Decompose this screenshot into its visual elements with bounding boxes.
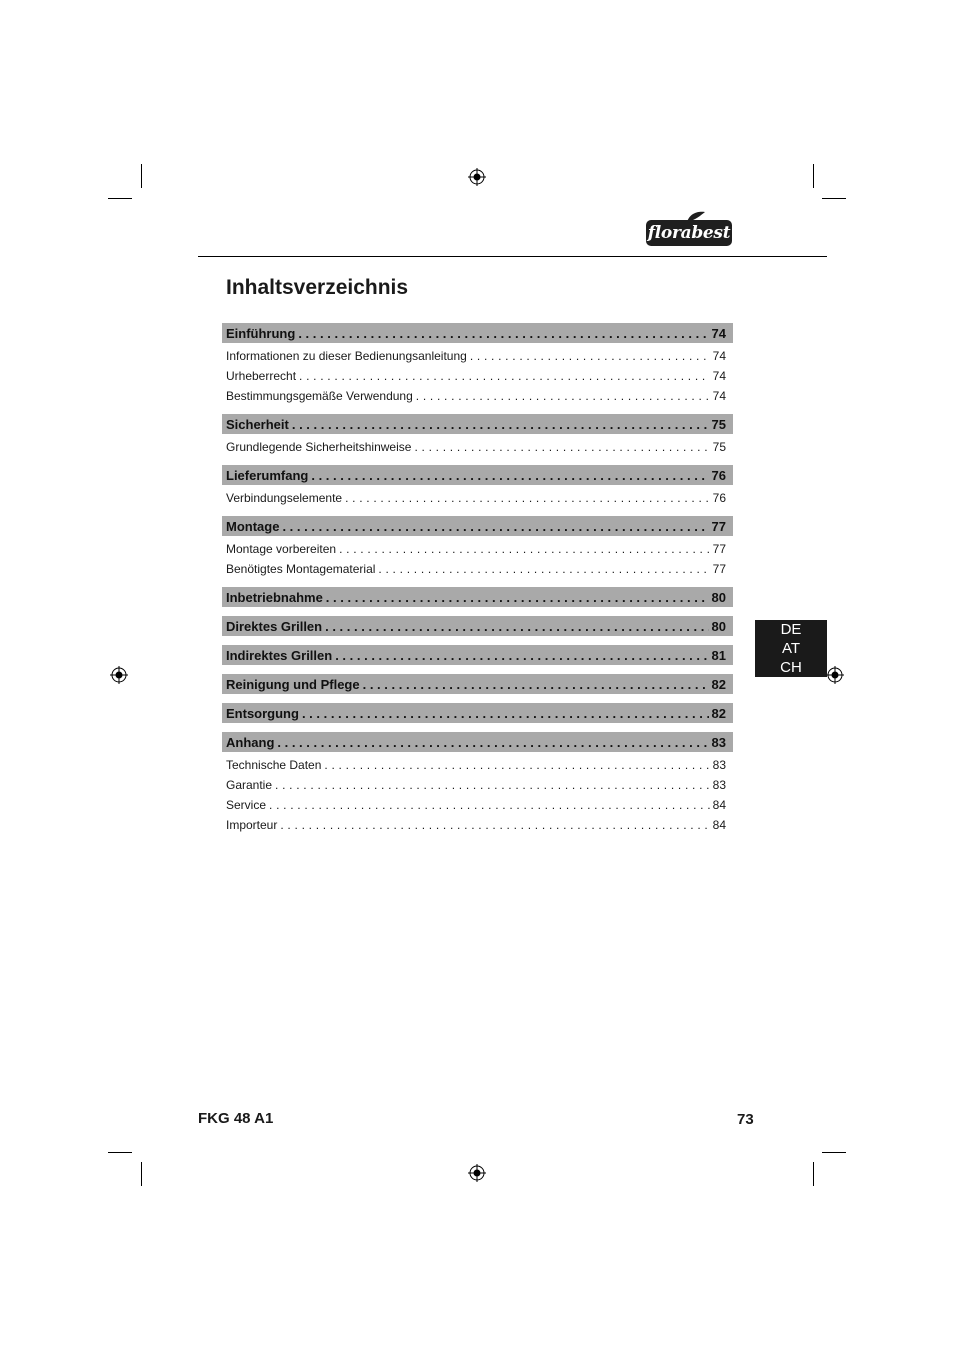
toc-entry-title: Bestimmungsgemäße Verwendung <box>226 389 413 403</box>
toc-section-page: 76 <box>711 467 726 483</box>
toc-section-title: Lieferumfang <box>226 467 309 483</box>
toc-entry-title: Grundlegende Sicherheitshinweise <box>226 440 412 454</box>
dot-leader <box>339 542 710 556</box>
registration-mark-right-icon <box>826 666 844 684</box>
country-code: CH <box>780 659 802 676</box>
crop-mark-bottom-left-v <box>141 1162 142 1186</box>
toc-item-list <box>222 536 733 579</box>
toc-entry-title: Technische Daten <box>226 758 322 772</box>
toc-entry-title: Service <box>226 798 267 812</box>
toc-section-heading[interactable] <box>222 323 733 343</box>
brand-logo: florabest <box>646 220 732 246</box>
crop-mark-bottom-left-h <box>108 1152 132 1153</box>
dot-leader <box>335 648 708 663</box>
toc-entry-page: 84 <box>712 798 726 812</box>
toc-section-page: 81 <box>711 647 726 663</box>
toc-section-page: 80 <box>711 618 726 634</box>
crop-mark-bottom-right-v <box>813 1162 814 1186</box>
toc-section-heading[interactable] <box>222 465 733 485</box>
dot-leader <box>282 519 708 534</box>
dot-leader <box>302 706 709 721</box>
toc-section <box>222 703 733 723</box>
toc-section-heading[interactable] <box>222 732 733 752</box>
page-title: Inhaltsverzeichnis <box>226 276 409 299</box>
dot-leader <box>299 369 710 383</box>
toc-entry-page: 84 <box>712 818 726 832</box>
toc-item-list <box>222 343 733 406</box>
toc-section <box>222 645 733 665</box>
toc-entry[interactable] <box>222 366 733 386</box>
dot-leader <box>280 818 709 832</box>
toc-section-title: Sicherheit <box>226 416 289 432</box>
toc-section-page: 74 <box>711 325 726 341</box>
toc-entry-title: Montage vorbereiten <box>226 542 337 556</box>
toc-entry[interactable] <box>222 795 733 815</box>
crop-mark-bottom-right-h <box>822 1152 846 1153</box>
crop-mark-top-right-h <box>822 198 846 199</box>
toc-entry-title: Informationen zu dieser Bedienungsanleitung <box>226 349 467 363</box>
toc-item-list <box>222 752 733 835</box>
toc-entry[interactable] <box>222 386 733 406</box>
toc-entry-title: Garantie <box>226 778 273 792</box>
toc-entry-title: Importeur <box>226 818 278 832</box>
dot-leader <box>324 758 709 772</box>
dot-leader <box>470 349 710 363</box>
toc-entry-page: 77 <box>712 542 726 556</box>
registration-mark-left-icon <box>110 666 128 684</box>
toc-entry-page: 83 <box>712 758 726 772</box>
dot-leader <box>325 619 708 634</box>
toc-section-title: Direktes Grillen <box>226 618 323 634</box>
toc-entry[interactable] <box>222 755 733 775</box>
toc-section <box>222 616 733 636</box>
dot-leader <box>275 778 710 792</box>
toc-section-heading[interactable] <box>222 616 733 636</box>
registration-mark-bottom-icon <box>468 1164 486 1182</box>
toc-entry-page: 74 <box>712 349 726 363</box>
toc-section-page: 80 <box>711 589 726 605</box>
country-code: AT <box>781 640 801 657</box>
toc-section-heading[interactable] <box>222 414 733 434</box>
toc-entry-title: Urheberrecht <box>226 369 297 383</box>
toc-section-page: 77 <box>711 518 726 534</box>
dot-leader <box>416 389 710 403</box>
toc-section-title: Montage <box>226 518 280 534</box>
toc-entry-page: 75 <box>712 440 726 454</box>
toc-section <box>222 674 733 694</box>
toc-section <box>222 323 733 406</box>
crop-mark-top-right-v <box>813 164 814 188</box>
header-rule <box>198 256 827 257</box>
crop-mark-top-left-h <box>108 198 132 199</box>
toc-entry[interactable] <box>222 488 733 508</box>
toc-section-title: Anhang <box>226 734 275 750</box>
dot-leader <box>292 417 709 432</box>
toc-entry-title: Benötigtes Montagematerial <box>226 562 376 576</box>
toc-section-page: 75 <box>711 416 726 432</box>
toc-section-page: 82 <box>711 676 726 692</box>
toc-item-list <box>222 434 733 457</box>
toc-section <box>222 516 733 579</box>
toc-entry[interactable] <box>222 539 733 559</box>
toc-section-title: Einführung <box>226 325 296 341</box>
toc-entry-page: 74 <box>712 369 726 383</box>
toc-section-page: 83 <box>711 734 726 750</box>
toc-section <box>222 587 733 607</box>
dot-leader <box>345 491 710 505</box>
toc-section-title: Entsorgung <box>226 705 299 721</box>
dot-leader <box>298 326 708 341</box>
toc-section-heading[interactable] <box>222 587 733 607</box>
toc-section <box>222 465 733 508</box>
toc-section-page: 82 <box>711 705 726 721</box>
toc-section <box>222 732 733 835</box>
dot-leader <box>311 468 708 483</box>
dot-leader <box>414 440 709 454</box>
toc-entry-title: Verbindungselemente <box>226 491 343 505</box>
toc-section-heading[interactable] <box>222 703 733 723</box>
dot-leader <box>363 677 709 692</box>
dot-leader <box>326 590 709 605</box>
toc-section <box>222 414 733 457</box>
toc-section-title: Indirektes Grillen <box>226 647 333 663</box>
toc-entry-page: 76 <box>712 491 726 505</box>
toc-entry-page: 83 <box>712 778 726 792</box>
toc-item-list <box>222 485 733 508</box>
toc-entry[interactable] <box>222 815 733 835</box>
dot-leader <box>277 735 708 750</box>
page-number: 73 <box>737 1111 754 1128</box>
crop-mark-top-left-v <box>141 164 142 188</box>
toc-entry-page: 74 <box>712 389 726 403</box>
toc-section-heading[interactable] <box>222 645 733 665</box>
toc-section-title: Reinigung und Pflege <box>226 676 360 692</box>
footer-model: FKG 48 A1 <box>198 1110 274 1127</box>
dot-leader <box>378 562 709 576</box>
dot-leader <box>269 798 710 812</box>
registration-mark-top-icon <box>468 168 486 186</box>
country-tab <box>755 620 827 677</box>
toc-entry[interactable] <box>222 775 733 795</box>
toc-section-title: Inbetriebnahme <box>226 589 323 605</box>
toc-entry[interactable] <box>222 559 733 579</box>
table-of-contents <box>222 323 733 843</box>
country-code: DE <box>780 621 802 638</box>
toc-entry[interactable] <box>222 437 733 457</box>
toc-section-heading[interactable] <box>222 516 733 536</box>
toc-entry[interactable] <box>222 346 733 366</box>
toc-entry-page: 77 <box>712 562 726 576</box>
toc-section-heading[interactable] <box>222 674 733 694</box>
